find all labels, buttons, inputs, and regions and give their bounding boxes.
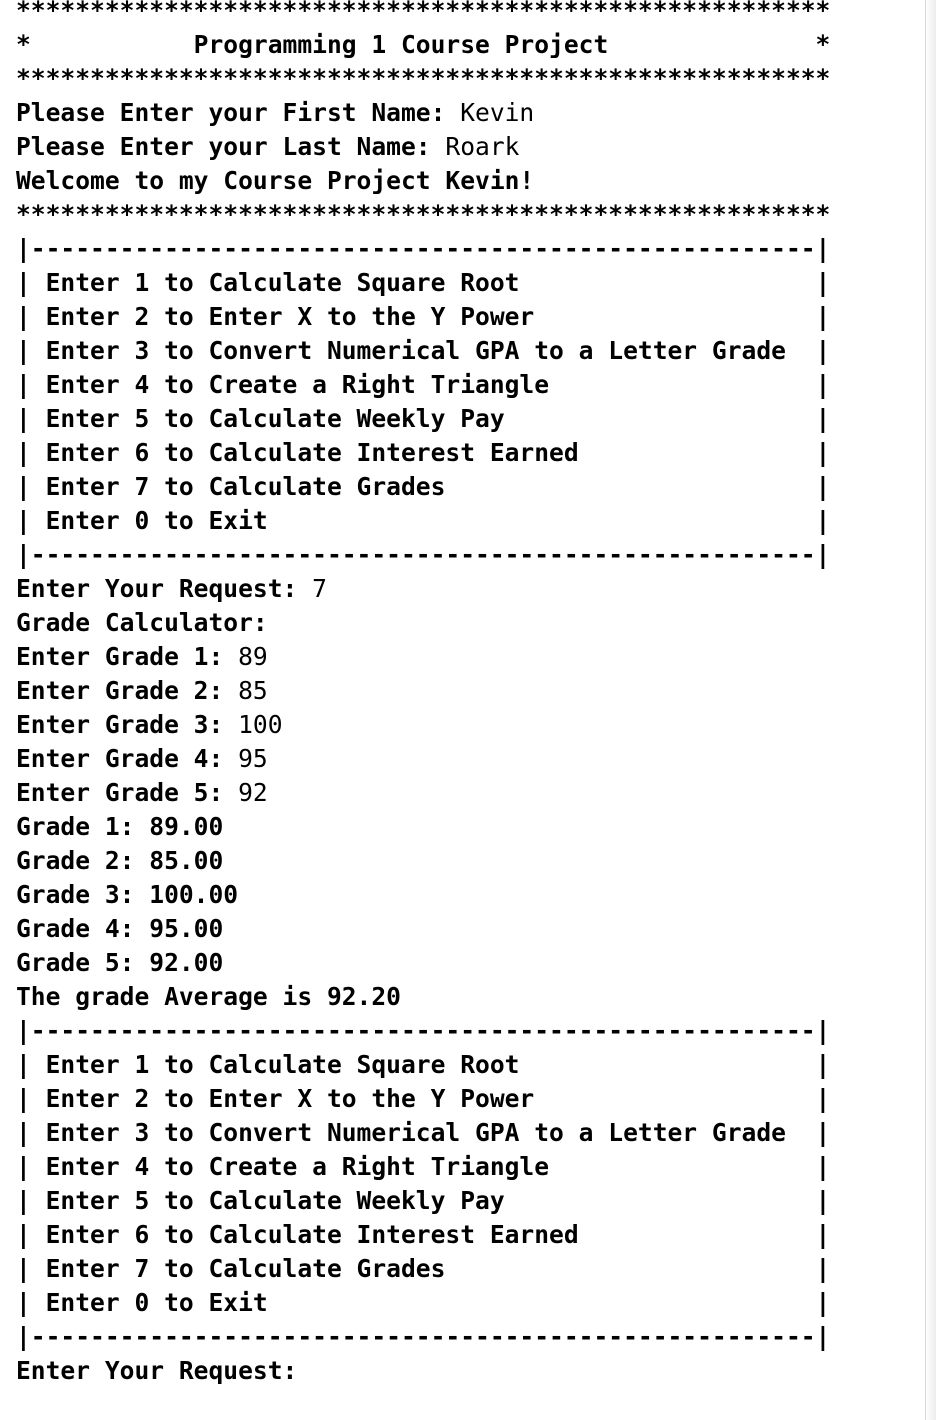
console-line [16, 334, 916, 368]
program-output-text: | Enter 6 to Calculate Interest Earned | [16, 438, 831, 467]
program-output-text: The grade Average is 92.20 [16, 982, 401, 1011]
console-line [16, 810, 916, 844]
console-output[interactable] [16, 0, 916, 1388]
console-line [16, 28, 916, 62]
console-line [16, 606, 916, 640]
console-line [16, 300, 916, 334]
console-line [16, 266, 916, 300]
console-line [16, 776, 916, 810]
console-line [16, 470, 916, 504]
program-output-text: * Programming 1 Course Project * [16, 30, 831, 59]
program-output-text: Enter Grade 5: [16, 778, 239, 807]
program-output-text: Enter Your Request: [16, 574, 313, 603]
user-input-text: Roark [445, 132, 520, 161]
console-line [16, 1048, 916, 1082]
program-output-text: Grade 1: 89.00 [16, 812, 224, 841]
program-output-text: | Enter 3 to Convert Numerical GPA to a Letter Grade | [16, 336, 831, 365]
program-output-text: | Enter 4 to Create a Right Triangle | [16, 370, 831, 399]
program-output-text: Enter Your Request: [16, 1356, 313, 1385]
program-output-text: | Enter 5 to Calculate Weekly Pay | [16, 404, 831, 433]
console-line [16, 130, 916, 164]
console-line [16, 572, 916, 606]
program-output-text: | Enter 2 to Enter X to the Y Power | [16, 1084, 831, 1113]
console-line [16, 708, 916, 742]
program-output-text: Grade 5: 92.00 [16, 948, 224, 977]
program-output-text: Grade 2: 85.00 [16, 846, 224, 875]
console-line [16, 1116, 916, 1150]
console-line [16, 96, 916, 130]
program-output-text: Enter Grade 3: [16, 710, 239, 739]
console-line [16, 844, 916, 878]
console-line [16, 674, 916, 708]
console-line [16, 436, 916, 470]
console-line [16, 1252, 916, 1286]
program-output-text: Please Enter your First Name: [16, 98, 461, 127]
program-output-text: | Enter 0 to Exit | [16, 506, 831, 535]
program-output-text: | Enter 6 to Calculate Interest Earned | [16, 1220, 831, 1249]
console-line [16, 1082, 916, 1116]
user-input-text: 85 [238, 676, 268, 705]
console-line [16, 1320, 916, 1354]
console-line [16, 946, 916, 980]
program-output-text: | Enter 7 to Calculate Grades | [16, 472, 831, 501]
console-line [16, 1218, 916, 1252]
program-output-text: |-----------------------------------------------------| [16, 540, 831, 569]
program-output-text: | Enter 5 to Calculate Weekly Pay | [16, 1186, 831, 1215]
program-output-text: Enter Grade 1: [16, 642, 239, 671]
program-output-text: | Enter 1 to Calculate Square Root | [16, 268, 831, 297]
console-line [16, 0, 916, 28]
console-line [16, 1286, 916, 1320]
program-output-text: |-----------------------------------------------------| [16, 1322, 831, 1351]
console-line [16, 742, 916, 776]
program-output-text: Grade 4: 95.00 [16, 914, 224, 943]
user-input-text: 89 [238, 642, 268, 671]
console-line [16, 980, 916, 1014]
program-output-text: |-----------------------------------------------------| [16, 234, 831, 263]
program-output-text: Please Enter your Last Name: [16, 132, 446, 161]
program-output-text: | Enter 0 to Exit | [16, 1288, 831, 1317]
console-line [16, 198, 916, 232]
program-output-text: ******************************************************* [16, 0, 831, 25]
user-input-text: 100 [238, 710, 283, 739]
program-output-text: Welcome to my Course Project Kevin! [16, 166, 535, 195]
program-output-text: Grade 3: 100.00 [16, 880, 239, 909]
console-line [16, 164, 916, 198]
console-line [16, 232, 916, 266]
program-output-text: |-----------------------------------------------------| [16, 1016, 831, 1045]
console-line [16, 912, 916, 946]
console-line [16, 1014, 916, 1048]
window-edge [925, 0, 936, 1420]
user-input-text: 95 [238, 744, 268, 773]
console-line [16, 368, 916, 402]
user-input-text: Kevin [460, 98, 535, 127]
console-line [16, 1184, 916, 1218]
console-line [16, 504, 916, 538]
user-input-text: 7 [312, 574, 327, 603]
program-output-text: | Enter 7 to Calculate Grades | [16, 1254, 831, 1283]
console-line [16, 640, 916, 674]
program-output-text: | Enter 4 to Create a Right Triangle | [16, 1152, 831, 1181]
program-output-text: Enter Grade 4: [16, 744, 239, 773]
program-output-text: | Enter 2 to Enter X to the Y Power | [16, 302, 831, 331]
program-output-text: | Enter 1 to Calculate Square Root | [16, 1050, 831, 1079]
console-line [16, 1150, 916, 1184]
console-line [16, 1354, 916, 1388]
program-output-text: | Enter 3 to Convert Numerical GPA to a Letter Grade | [16, 1118, 831, 1147]
program-output-text: Enter Grade 2: [16, 676, 239, 705]
console-line [16, 62, 916, 96]
user-input-text: 92 [238, 778, 268, 807]
console-line [16, 538, 916, 572]
program-output-text: ******************************************************* [16, 200, 831, 229]
program-output-text: Grade Calculator: [16, 608, 268, 637]
console-line [16, 402, 916, 436]
console-line [16, 878, 916, 912]
program-output-text: ******************************************************* [16, 64, 831, 93]
